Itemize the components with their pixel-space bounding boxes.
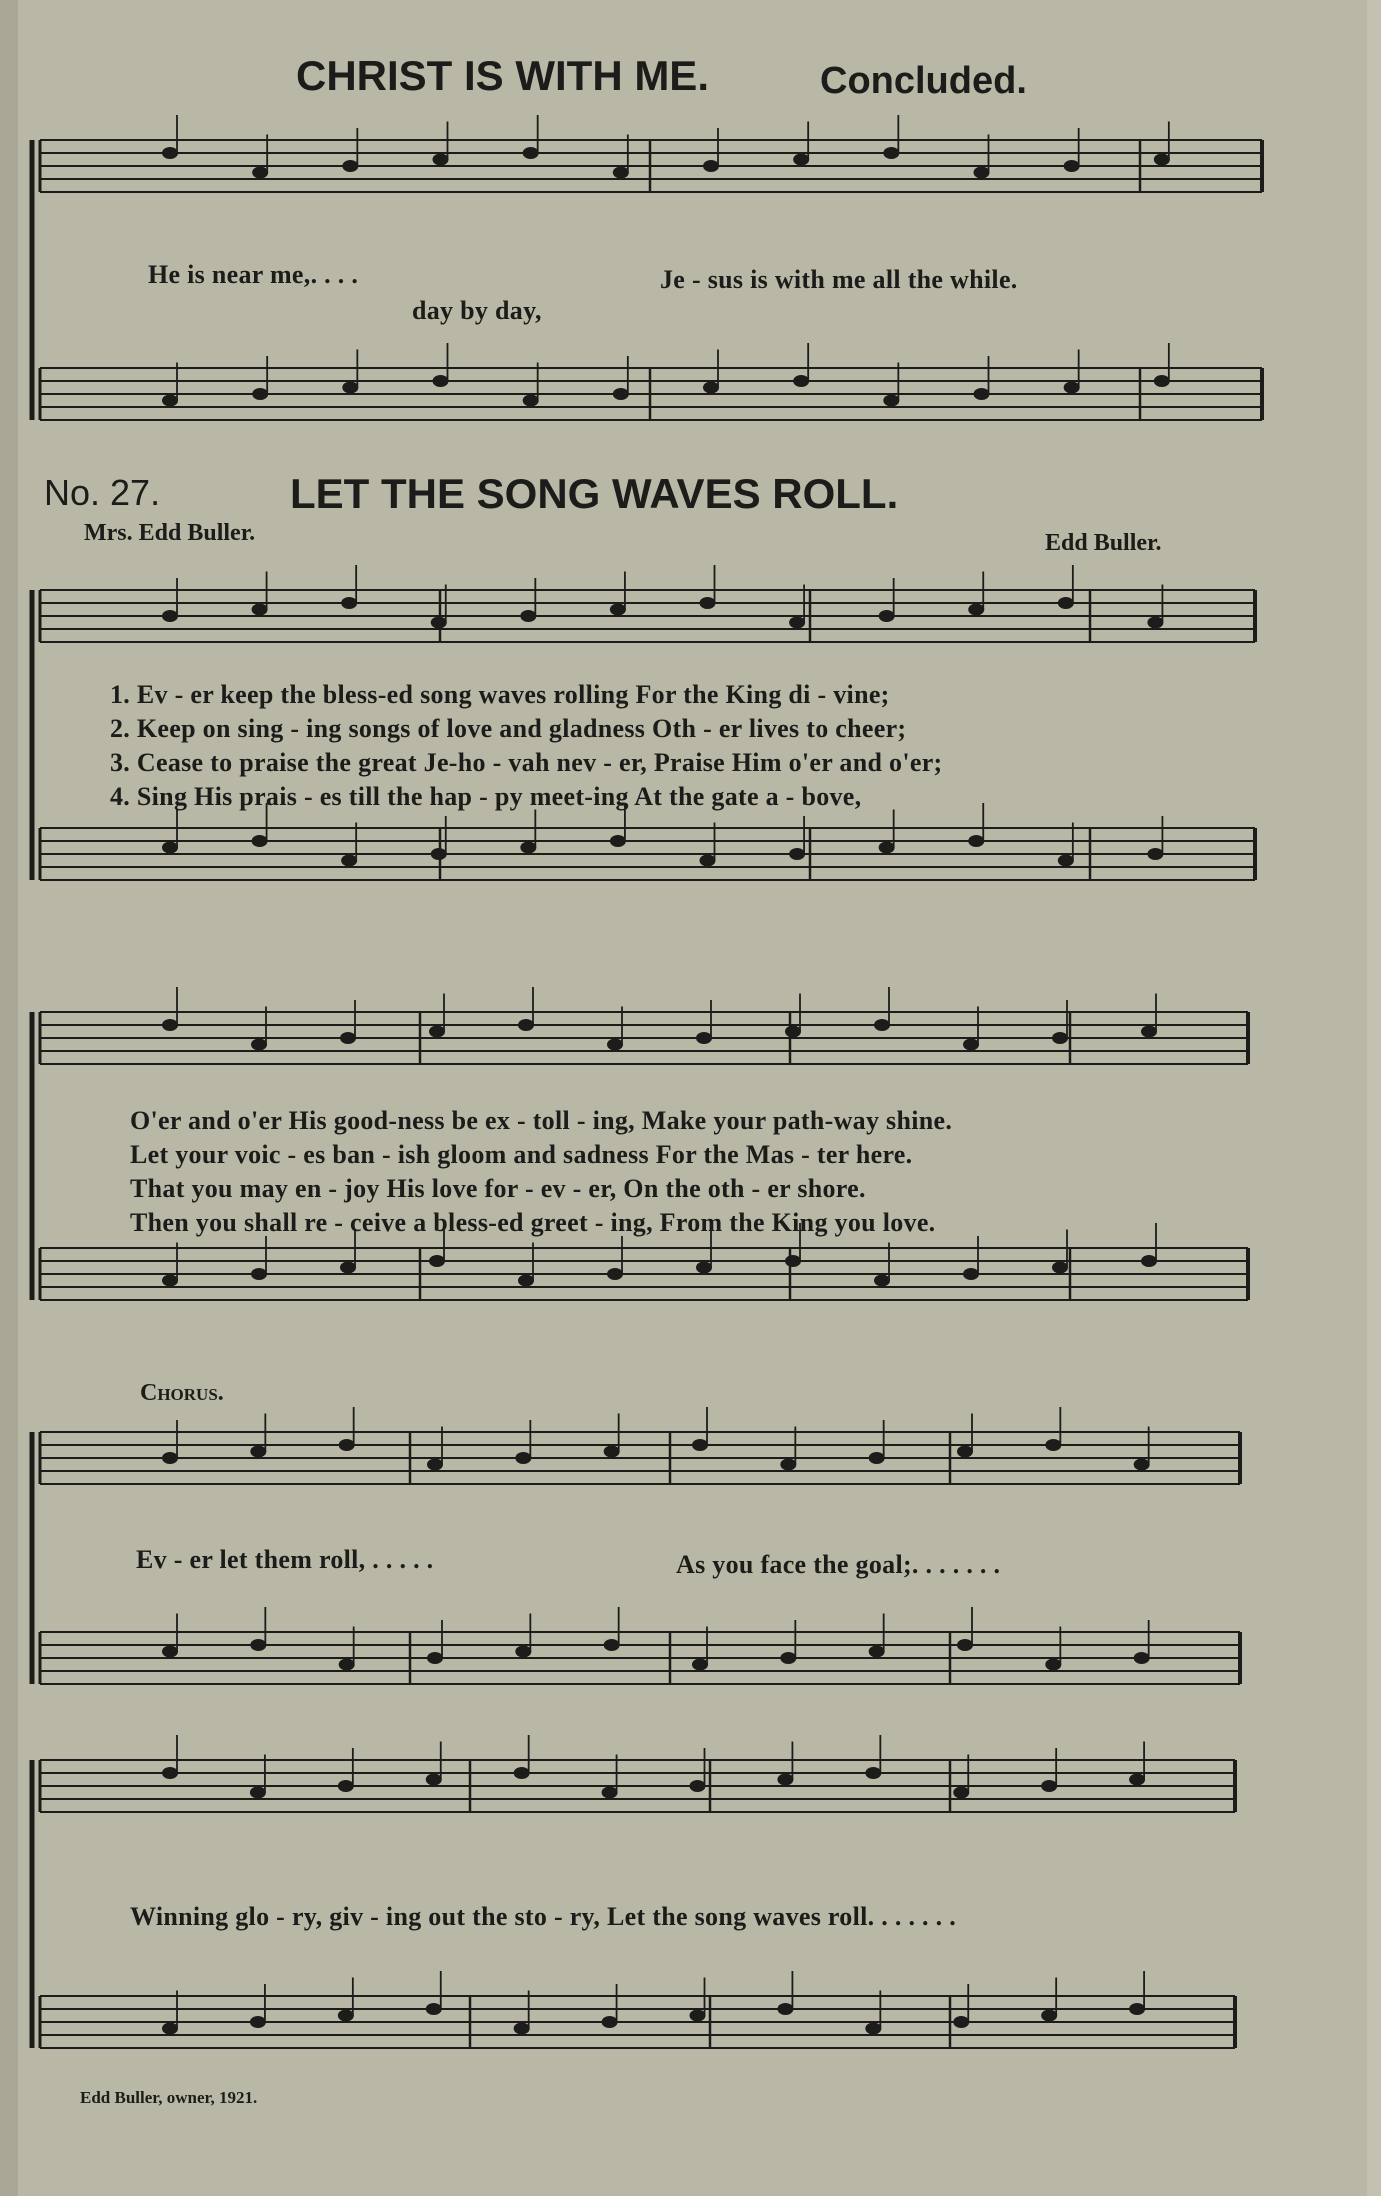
note-head [883,147,899,159]
note-head [162,1452,178,1464]
note-head [515,1452,531,1464]
note-head [427,1459,443,1471]
song-title: LET THE SONG WAVES ROLL. [290,470,899,517]
note-head [604,1639,620,1651]
note-head [789,848,805,860]
note-head [703,160,719,172]
note-head [162,395,178,407]
composer-credit: Edd Buller. [1045,530,1162,556]
note-head [789,617,805,629]
note-head [793,375,809,387]
note-head [874,1019,890,1031]
verse-line: Let your voic - es ban - ish gloom and sadness For the Mas - ter here. [130,1140,913,1169]
verse-line: Then you shall re - ceive a bless-ed greet - ing, From the King you love. [130,1208,936,1237]
note-head [613,388,629,400]
note-head [1134,1652,1150,1664]
note-head [1041,2010,1057,2022]
note-head [607,1268,623,1280]
note-head [523,395,539,407]
note-head [690,2010,706,2022]
note-head [1052,1032,1068,1044]
note-head [780,1459,796,1471]
note-head [514,1767,530,1779]
chorus-label: Chorus. [140,1380,224,1406]
note-head [953,1787,969,1799]
note-head [1154,154,1170,166]
note-head [874,1275,890,1287]
note-head [250,1446,266,1458]
note-head [426,1774,442,1786]
note-head [602,2016,618,2028]
note-head [1064,160,1080,172]
note-head [610,835,626,847]
note-head [162,610,178,622]
note-head [252,388,268,400]
note-head [613,167,629,179]
note-head [252,604,268,616]
lyrics-line: He is near me,. . . . [148,260,359,289]
note-head [162,842,178,854]
note-head [974,388,990,400]
note-head [427,1652,443,1664]
page-title-suffix: Concluded. [820,60,1027,102]
note-head [340,1032,356,1044]
page-title: CHRIST IS WITH ME. [296,52,709,99]
note-head [777,1774,793,1786]
note-head [1058,597,1074,609]
chorus-lyrics-line: As you face the goal;. . . . . . . [676,1550,1001,1579]
note-head [250,1787,266,1799]
note-head [793,154,809,166]
note-head [963,1268,979,1280]
note-head [342,160,358,172]
note-head [342,382,358,394]
note-head [865,2023,881,2035]
note-head [250,1639,266,1651]
note-head [968,835,984,847]
note-head [339,1659,355,1671]
note-head [1045,1439,1061,1451]
note-head [1052,1262,1068,1274]
lyricist-credit: Mrs. Edd Buller. [84,520,256,546]
lyrics-line: Je - sus is with me all the while. [660,265,1018,294]
note-head [339,1439,355,1451]
verse-line: 1. Ev - er keep the bless-ed song waves rolling For the King di - vine; [110,680,890,709]
note-head [780,1652,796,1664]
note-head [340,1262,356,1274]
note-head [1129,1774,1145,1786]
note-head [515,1646,531,1658]
note-head [692,1659,708,1671]
note-head [162,1767,178,1779]
verse-line: O'er and o'er His good-ness be ex - toll - ing, Make your path-way shine. [130,1106,953,1135]
chorus-lyrics-line: Ev - er let them roll, . . . . . [136,1545,434,1574]
note-head [692,1439,708,1451]
note-head [1141,1255,1157,1267]
note-head [777,2003,793,2015]
note-head [879,610,895,622]
note-head [429,1026,445,1038]
note-head [431,617,447,629]
note-head [700,597,716,609]
note-head [700,855,716,867]
note-head [1129,2003,1145,2015]
note-head [162,1019,178,1031]
note-head [879,842,895,854]
note-head [1147,617,1163,629]
note-head [341,855,357,867]
chorus-lyrics-line: Winning glo - ry, giv - ing out the sto - ry, Let the song waves roll. . . . . . . [130,1902,957,1931]
note-head [433,375,449,387]
copyright-notice: Edd Buller, owner, 1921. [80,2088,258,2107]
note-head [162,1646,178,1658]
note-head [429,1255,445,1267]
note-head [1134,1459,1150,1471]
note-head [162,147,178,159]
note-head [957,1639,973,1651]
note-head [162,2023,178,2035]
note-head [974,167,990,179]
note-head [431,848,447,860]
note-head [785,1026,801,1038]
verse-line: 3. Cease to praise the great Je-ho - vah nev - er, Praise Him o'er and o'er; [110,748,943,777]
note-head [696,1262,712,1274]
note-head [696,1032,712,1044]
note-head [703,382,719,394]
note-head [604,1446,620,1458]
note-head [865,1767,881,1779]
verse-line: 2. Keep on sing - ing songs of love and gladness Oth - er lives to cheer; [110,714,907,743]
verse-line: 4. Sing His prais - es till the hap - py meet-ing At the gate a - bove, [110,782,862,811]
note-head [518,1275,534,1287]
note-head [690,1780,706,1792]
verse-line: That you may en - joy His love for - ev - er, On the oth - er shore. [130,1174,866,1203]
song-number: No. 27. [44,472,161,513]
note-head [426,2003,442,2015]
note-head [252,167,268,179]
note-head [1154,375,1170,387]
note-head [1041,1780,1057,1792]
note-head [251,1268,267,1280]
note-head [1058,855,1074,867]
note-head [953,2016,969,2028]
note-head [610,604,626,616]
note-head [1045,1659,1061,1671]
note-head [869,1452,885,1464]
lyrics-line: day by day, [412,296,542,325]
note-head [1141,1026,1157,1038]
note-head [963,1039,979,1051]
note-head [162,1275,178,1287]
note-head [433,154,449,166]
note-head [869,1646,885,1658]
note-head [338,2010,354,2022]
note-head [338,1780,354,1792]
note-head [514,2023,530,2035]
note-head [957,1446,973,1458]
note-head [1064,382,1080,394]
note-head [252,835,268,847]
note-head [883,395,899,407]
note-head [250,2016,266,2028]
note-head [518,1019,534,1031]
note-head [602,1787,618,1799]
note-head [968,604,984,616]
note-head [785,1255,801,1267]
note-head [607,1039,623,1051]
note-head [251,1039,267,1051]
note-head [341,597,357,609]
note-head [520,610,536,622]
note-head [523,147,539,159]
note-head [520,842,536,854]
note-head [1147,848,1163,860]
